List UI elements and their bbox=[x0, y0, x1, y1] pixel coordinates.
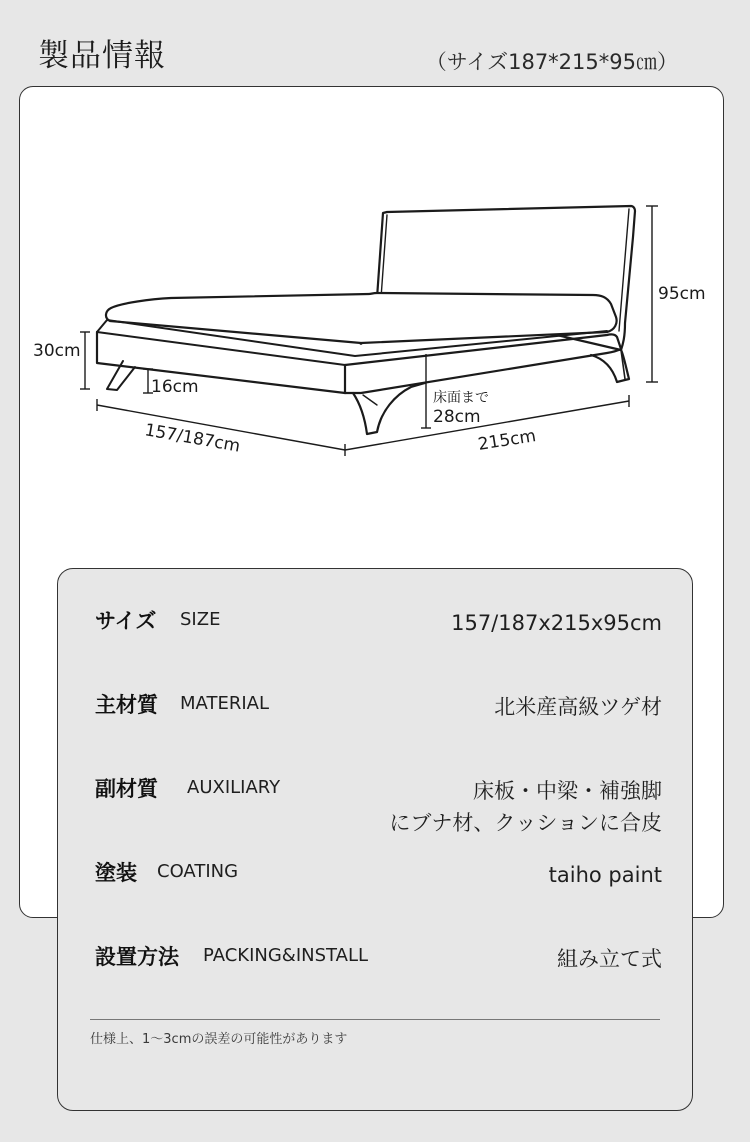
spec-value bbox=[451, 607, 662, 639]
spec-label-en: PACKING&INSTALL bbox=[203, 945, 368, 966]
spec-value-line: 北米産高級ツゲ材 bbox=[494, 695, 662, 719]
spec-value bbox=[494, 691, 662, 723]
spec-label-en: SIZE bbox=[180, 609, 221, 630]
label-length: 215cm bbox=[476, 426, 538, 455]
spec-value-line: 床板・中梁・補強脚 bbox=[473, 779, 662, 803]
label-clearance-title: 床面まで bbox=[433, 390, 489, 406]
front-leg-inner bbox=[363, 395, 377, 405]
mattress bbox=[106, 293, 617, 344]
spec-value-line: 157/187x215x95cm bbox=[451, 611, 662, 635]
spec-label-en: COATING bbox=[157, 861, 239, 882]
spec-label-jp: 主材質 bbox=[95, 693, 158, 717]
spec-value bbox=[557, 943, 662, 975]
spec-label-jp: 設置方法 bbox=[95, 945, 179, 969]
label-height-95: 95cm bbox=[658, 284, 706, 304]
spec-label-en: AUXILIARY bbox=[187, 777, 281, 798]
label-leg-16: 16cm bbox=[151, 377, 199, 397]
spec-label-en: MATERIAL bbox=[180, 693, 269, 714]
label-clearance-value: 28cm bbox=[433, 407, 481, 427]
size-caption: （サイズ187*215*95㎝） bbox=[425, 50, 678, 74]
tolerance-footnote: 仕様上、1〜3cmの誤差の可能性があります bbox=[90, 1032, 348, 1047]
spec-value bbox=[389, 775, 662, 839]
spec-divider bbox=[90, 1019, 660, 1020]
spec-label-jp: サイズ bbox=[95, 609, 157, 633]
spec-value bbox=[549, 859, 662, 891]
spec-value-line: 組み立て式 bbox=[557, 947, 662, 971]
label-width: 157/187cm bbox=[143, 420, 242, 457]
front-leg bbox=[353, 383, 425, 434]
spec-value-line: taiho paint bbox=[548, 863, 662, 887]
page-title: 製品情報 bbox=[38, 38, 166, 74]
spec-value-line: にブナ材、クッションに合皮 bbox=[389, 811, 662, 835]
spec-label-jp: 副材質 bbox=[95, 777, 158, 801]
frame-left-side bbox=[97, 332, 345, 393]
label-height-30: 30cm bbox=[33, 341, 81, 361]
spec-table bbox=[57, 568, 693, 1111]
spec-label-jp: 塗装 bbox=[95, 861, 137, 885]
